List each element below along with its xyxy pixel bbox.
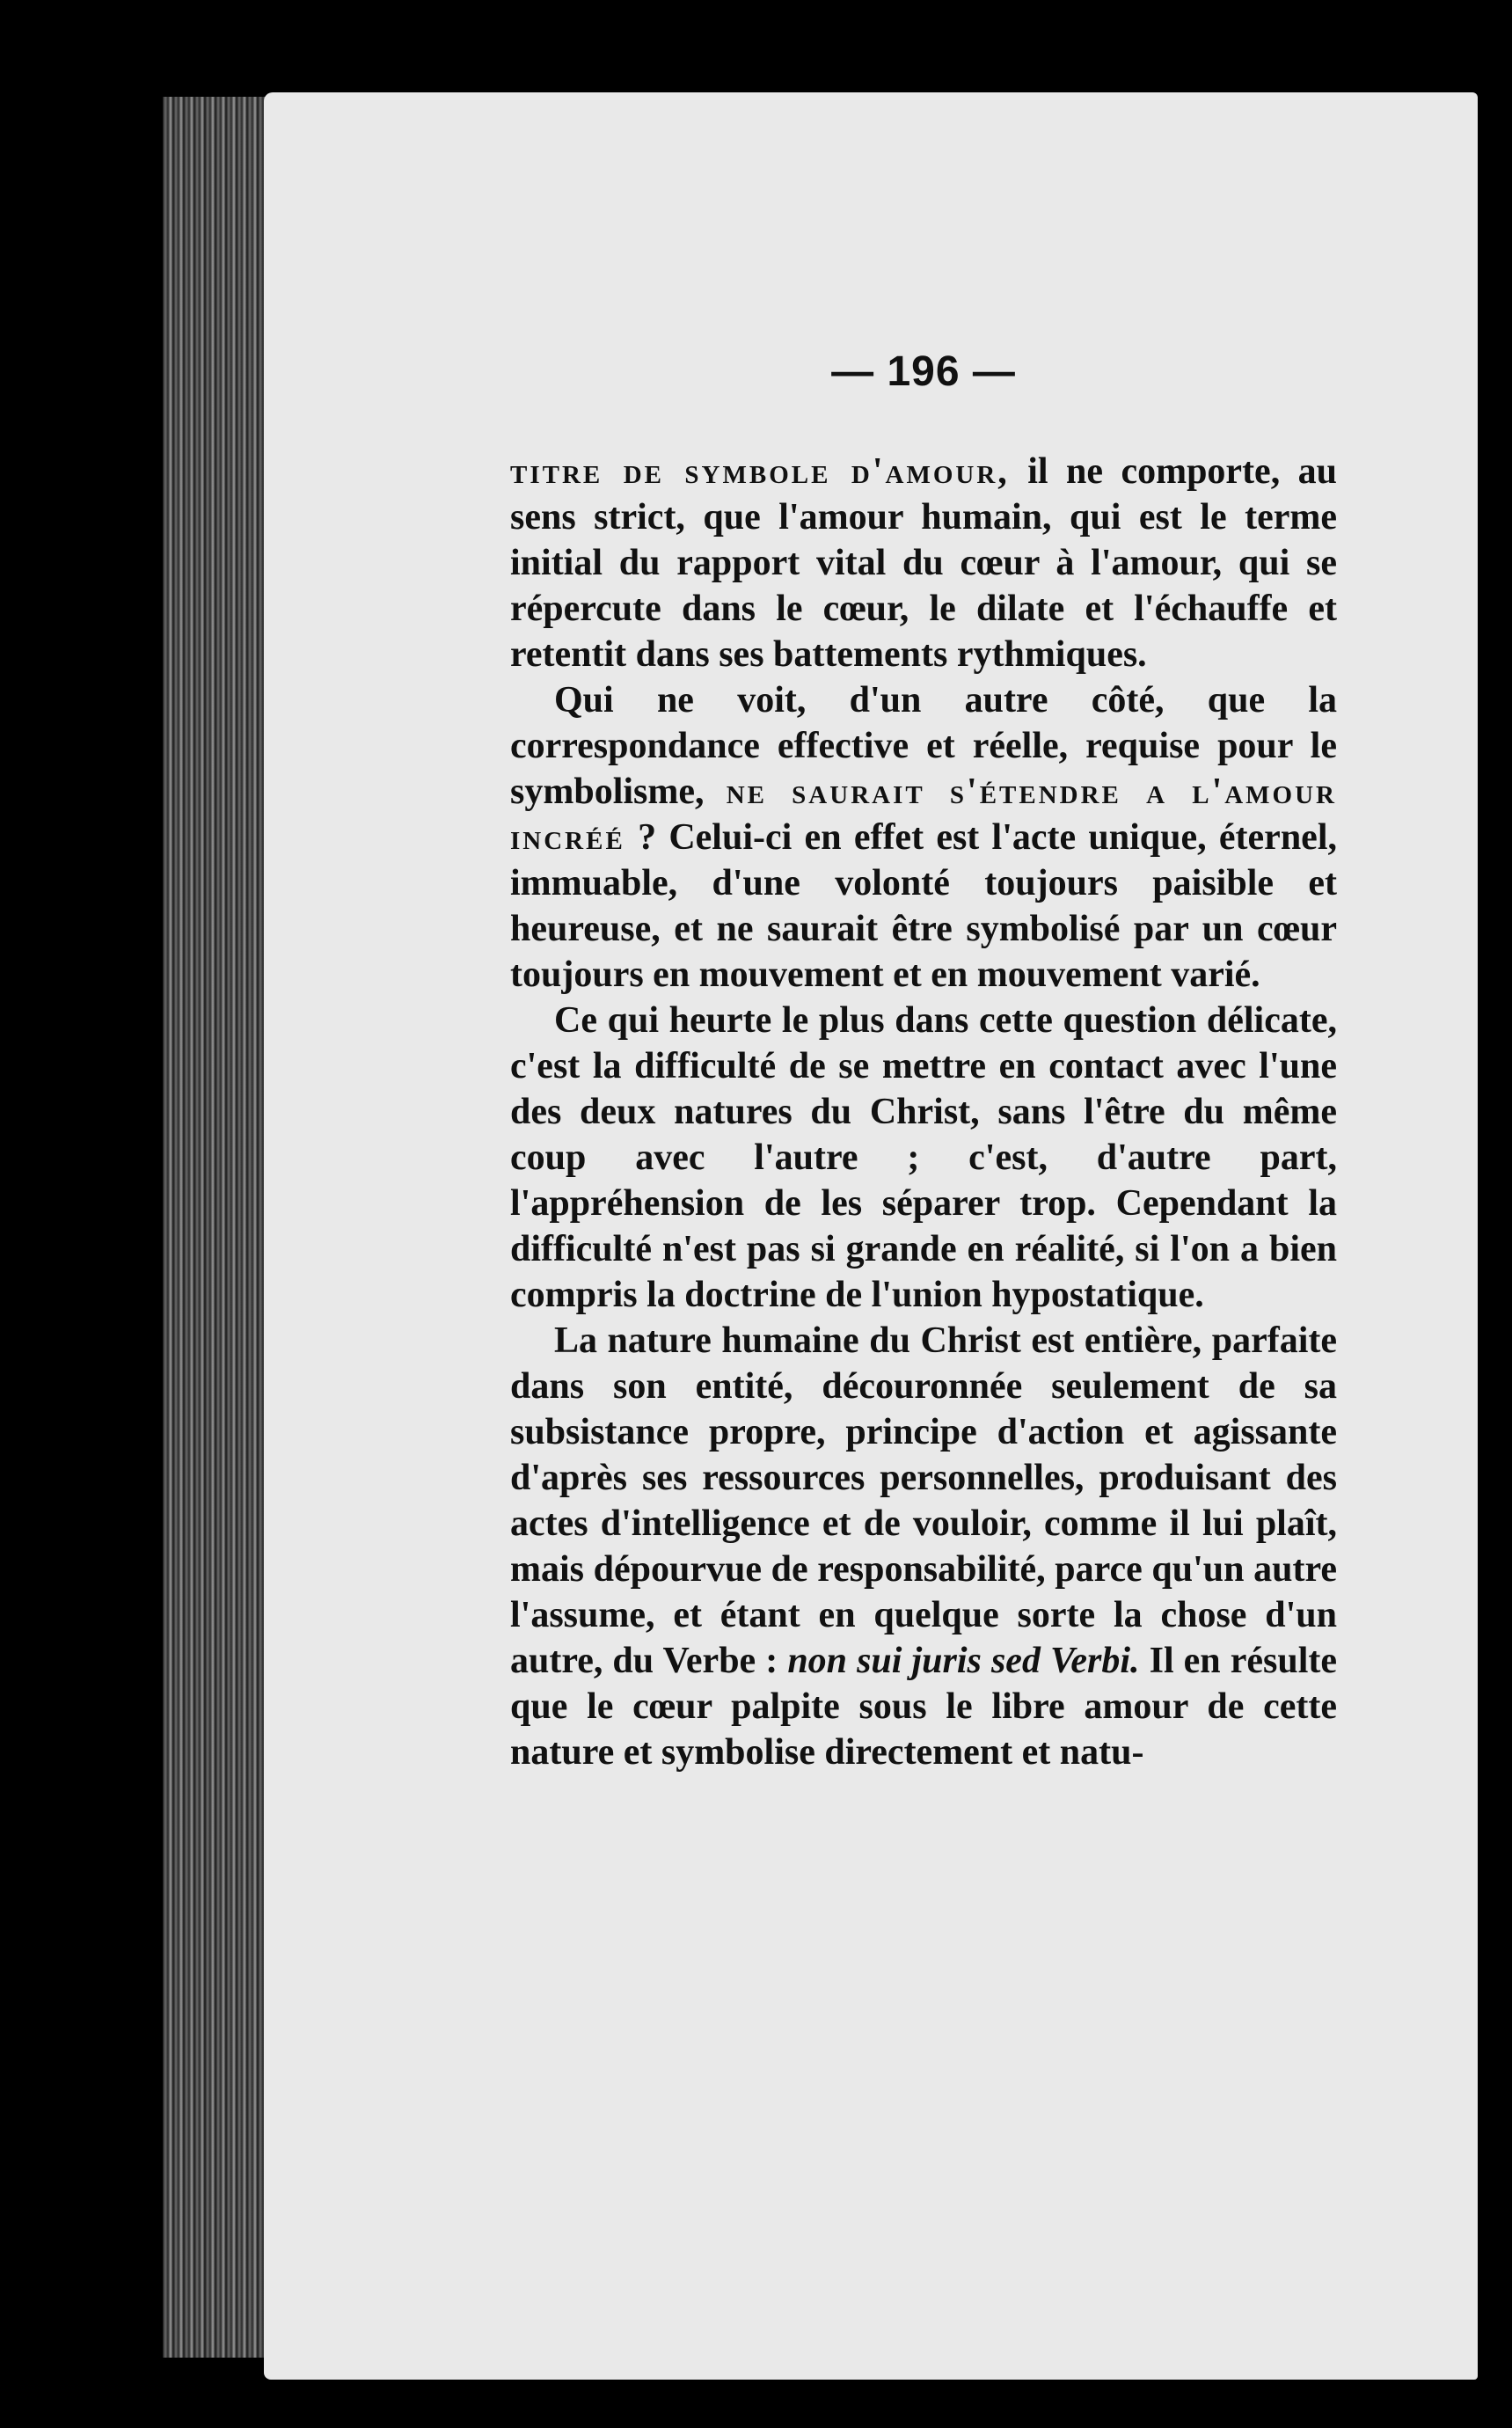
paragraph-2-text-after: ? Celui-ci en effet est l'acte unique, éternel, immuable, d'une volonté toujours paisible et heureuse, et ne saurait être symbolisé par un cœur toujours en mouvement et en mouvement varié. [510,817,1337,995]
paragraph-1 [510,449,1337,677]
page-number: — 196 — [831,348,1016,395]
page-text-block [510,347,1337,1775]
paragraph-4-text-before: La nature humaine du Christ est entière, parfaite dans son entité, découronnée seulement de sa subsistance propre, principe d'action et agissante d'après ses ressources personnelles, produisant des actes d'intelligence et de vouloir, comme il lui plaît, mais dépourvue de responsabilité, parce qu'un autre l'assume, et étant en quelque sorte la chose d'un autre, du Verbe : [510,1320,1337,1681]
lead-small-caps: titre de symbole d'amour, [510,451,1010,492]
paragraph-4-text-after: Il en résulte que le cœur palpite sous le libre amour de cette nature et symbolise directement et natu- [510,1641,1338,1773]
paragraph-2 [510,677,1337,998]
book-page [264,92,1478,2380]
paragraph-2-small-caps: ne saurait s'étendre a l'amour incréé [510,772,1338,858]
paragraph-4 [510,1318,1337,1775]
book-edge [163,97,268,2358]
paragraph-1-text: il ne comporte, au sens strict, que l'amour humain, qui est le terme initial du rapport vital du cœur à l'amour, qui se répercute dans le cœur, le dilate et l'échauffe et retentit dans ses battements rythmiques. [510,451,1338,675]
latin-italic-phrase: non sui juris sed Verbi. [787,1641,1140,1681]
paragraph-3-text: Ce qui heurte le plus dans cette question délicate, c'est la difficulté de se mettre en contact avec l'une des deux natures du Christ, sans l'être du même coup avec l'autre ; c'est, d'autre part, l'appréhension de les séparer trop. Cependant la difficulté n'est pas si grande en réalité, si l'on a bien compris la doctrine de l'union hypostatique. [510,1000,1337,1315]
paragraph-2-text-before: Qui ne voit, d'un autre côté, que la correspondance effective et réelle, requise pour le symbolisme, [510,680,1337,812]
paragraph-3 [510,998,1337,1318]
